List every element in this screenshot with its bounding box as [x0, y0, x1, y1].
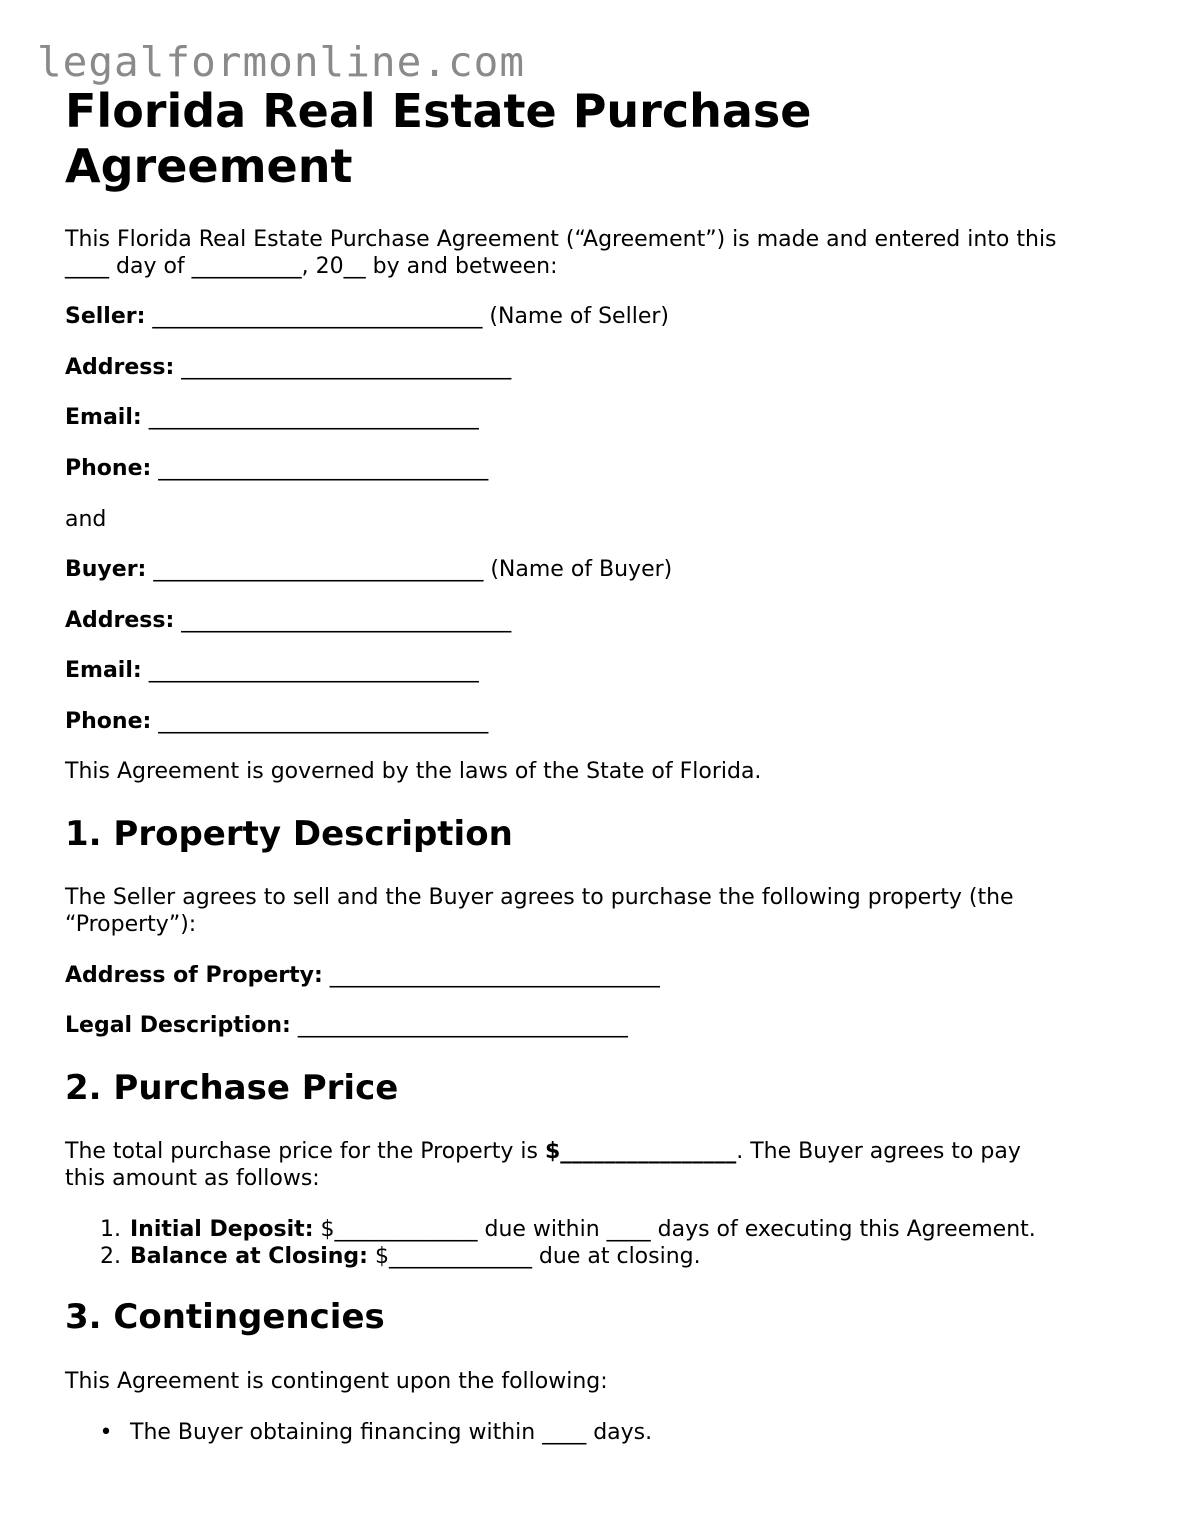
buyer-email-label: Email:: [65, 658, 142, 683]
section-1-text-line-1: The Seller agrees to sell and the Buyer agrees to purchase the following property (the: [65, 885, 1014, 910]
price-blank: $________________: [544, 1139, 737, 1164]
seller-address-label: Address:: [65, 355, 175, 380]
governing-law-text: This Agreement is governed by the laws of the State of Florida.: [65, 759, 762, 784]
page-title: Florida Real Estate Purchase Agreement: [65, 84, 812, 193]
seller-name-field: [65, 303, 669, 330]
balance-at-closing-text: $_____________ due at closing.: [367, 1244, 701, 1269]
seller-name-hint: (Name of Seller): [482, 304, 669, 329]
purchase-price-text: [65, 1138, 1021, 1165]
property-address-label: Address of Property:: [65, 963, 323, 988]
buyer-name-blank: ______________________________: [153, 557, 484, 582]
and-text: and: [65, 507, 107, 532]
list-item: [65, 1216, 1036, 1243]
buyer-phone-field: [65, 708, 488, 735]
seller-address-field: [65, 354, 511, 381]
intro-line-2: ____ day of __________, 20__ by and between:: [65, 254, 558, 279]
section-1-text-line-2: “Property”):: [65, 912, 197, 937]
buyer-name-hint: (Name of Buyer): [483, 557, 673, 582]
buyer-email-field: [65, 657, 479, 684]
seller-name-blank: ______________________________: [152, 304, 483, 329]
buyer-phone-blank: ______________________________: [158, 709, 489, 734]
price-text-post: . The Buyer agrees to pay: [736, 1139, 1021, 1164]
buyer-address-blank: ______________________________: [181, 608, 512, 633]
legal-description-field: [65, 1012, 628, 1039]
buyer-name-field: [65, 556, 672, 583]
list-number: 2.: [100, 1244, 121, 1269]
property-address-blank: ______________________________: [329, 963, 660, 988]
watermark: legalformonline.com: [37, 38, 525, 86]
list-item: [65, 1243, 701, 1270]
seller-phone-blank: ______________________________: [158, 456, 489, 481]
price-text-pre: The total purchase price for the Property is: [65, 1139, 545, 1164]
purchase-price-text-line-2: this amount as follows:: [65, 1166, 320, 1191]
seller-email-blank: ______________________________: [148, 405, 479, 430]
legal-description-blank: ______________________________: [297, 1013, 628, 1038]
buyer-phone-label: Phone:: [65, 709, 152, 734]
section-1-heading: 1. Property Description: [65, 814, 513, 854]
intro-line-1: This Florida Real Estate Purchase Agreement (“Agreement”) is made and entered into this: [65, 227, 1057, 252]
seller-phone-label: Phone:: [65, 456, 152, 481]
bullet-icon: •: [99, 1420, 113, 1445]
seller-email-field: [65, 404, 479, 431]
legal-description-label: Legal Description:: [65, 1013, 291, 1038]
property-address-field: [65, 962, 660, 989]
initial-deposit-text: $_____________ due within ____ days of executing this Agreement.: [313, 1217, 1036, 1242]
buyer-address-field: [65, 607, 511, 634]
contingency-text: The Buyer obtaining financing within ____ days.: [130, 1420, 653, 1445]
seller-label: Seller:: [65, 304, 146, 329]
initial-deposit-label: Initial Deposit:: [130, 1217, 314, 1242]
seller-email-label: Email:: [65, 405, 142, 430]
buyer-label: Buyer:: [65, 557, 147, 582]
section-3-text: This Agreement is contingent upon the following:: [65, 1369, 608, 1394]
buyer-address-label: Address:: [65, 608, 175, 633]
buyer-email-blank: ______________________________: [148, 658, 479, 683]
seller-phone-field: [65, 455, 488, 482]
list-number: 1.: [100, 1217, 121, 1242]
list-item: [65, 1419, 652, 1446]
section-2-heading: 2. Purchase Price: [65, 1068, 399, 1108]
balance-at-closing-label: Balance at Closing:: [130, 1244, 368, 1269]
section-3-heading: 3. Contingencies: [65, 1297, 385, 1337]
seller-address-blank: ______________________________: [181, 355, 512, 380]
